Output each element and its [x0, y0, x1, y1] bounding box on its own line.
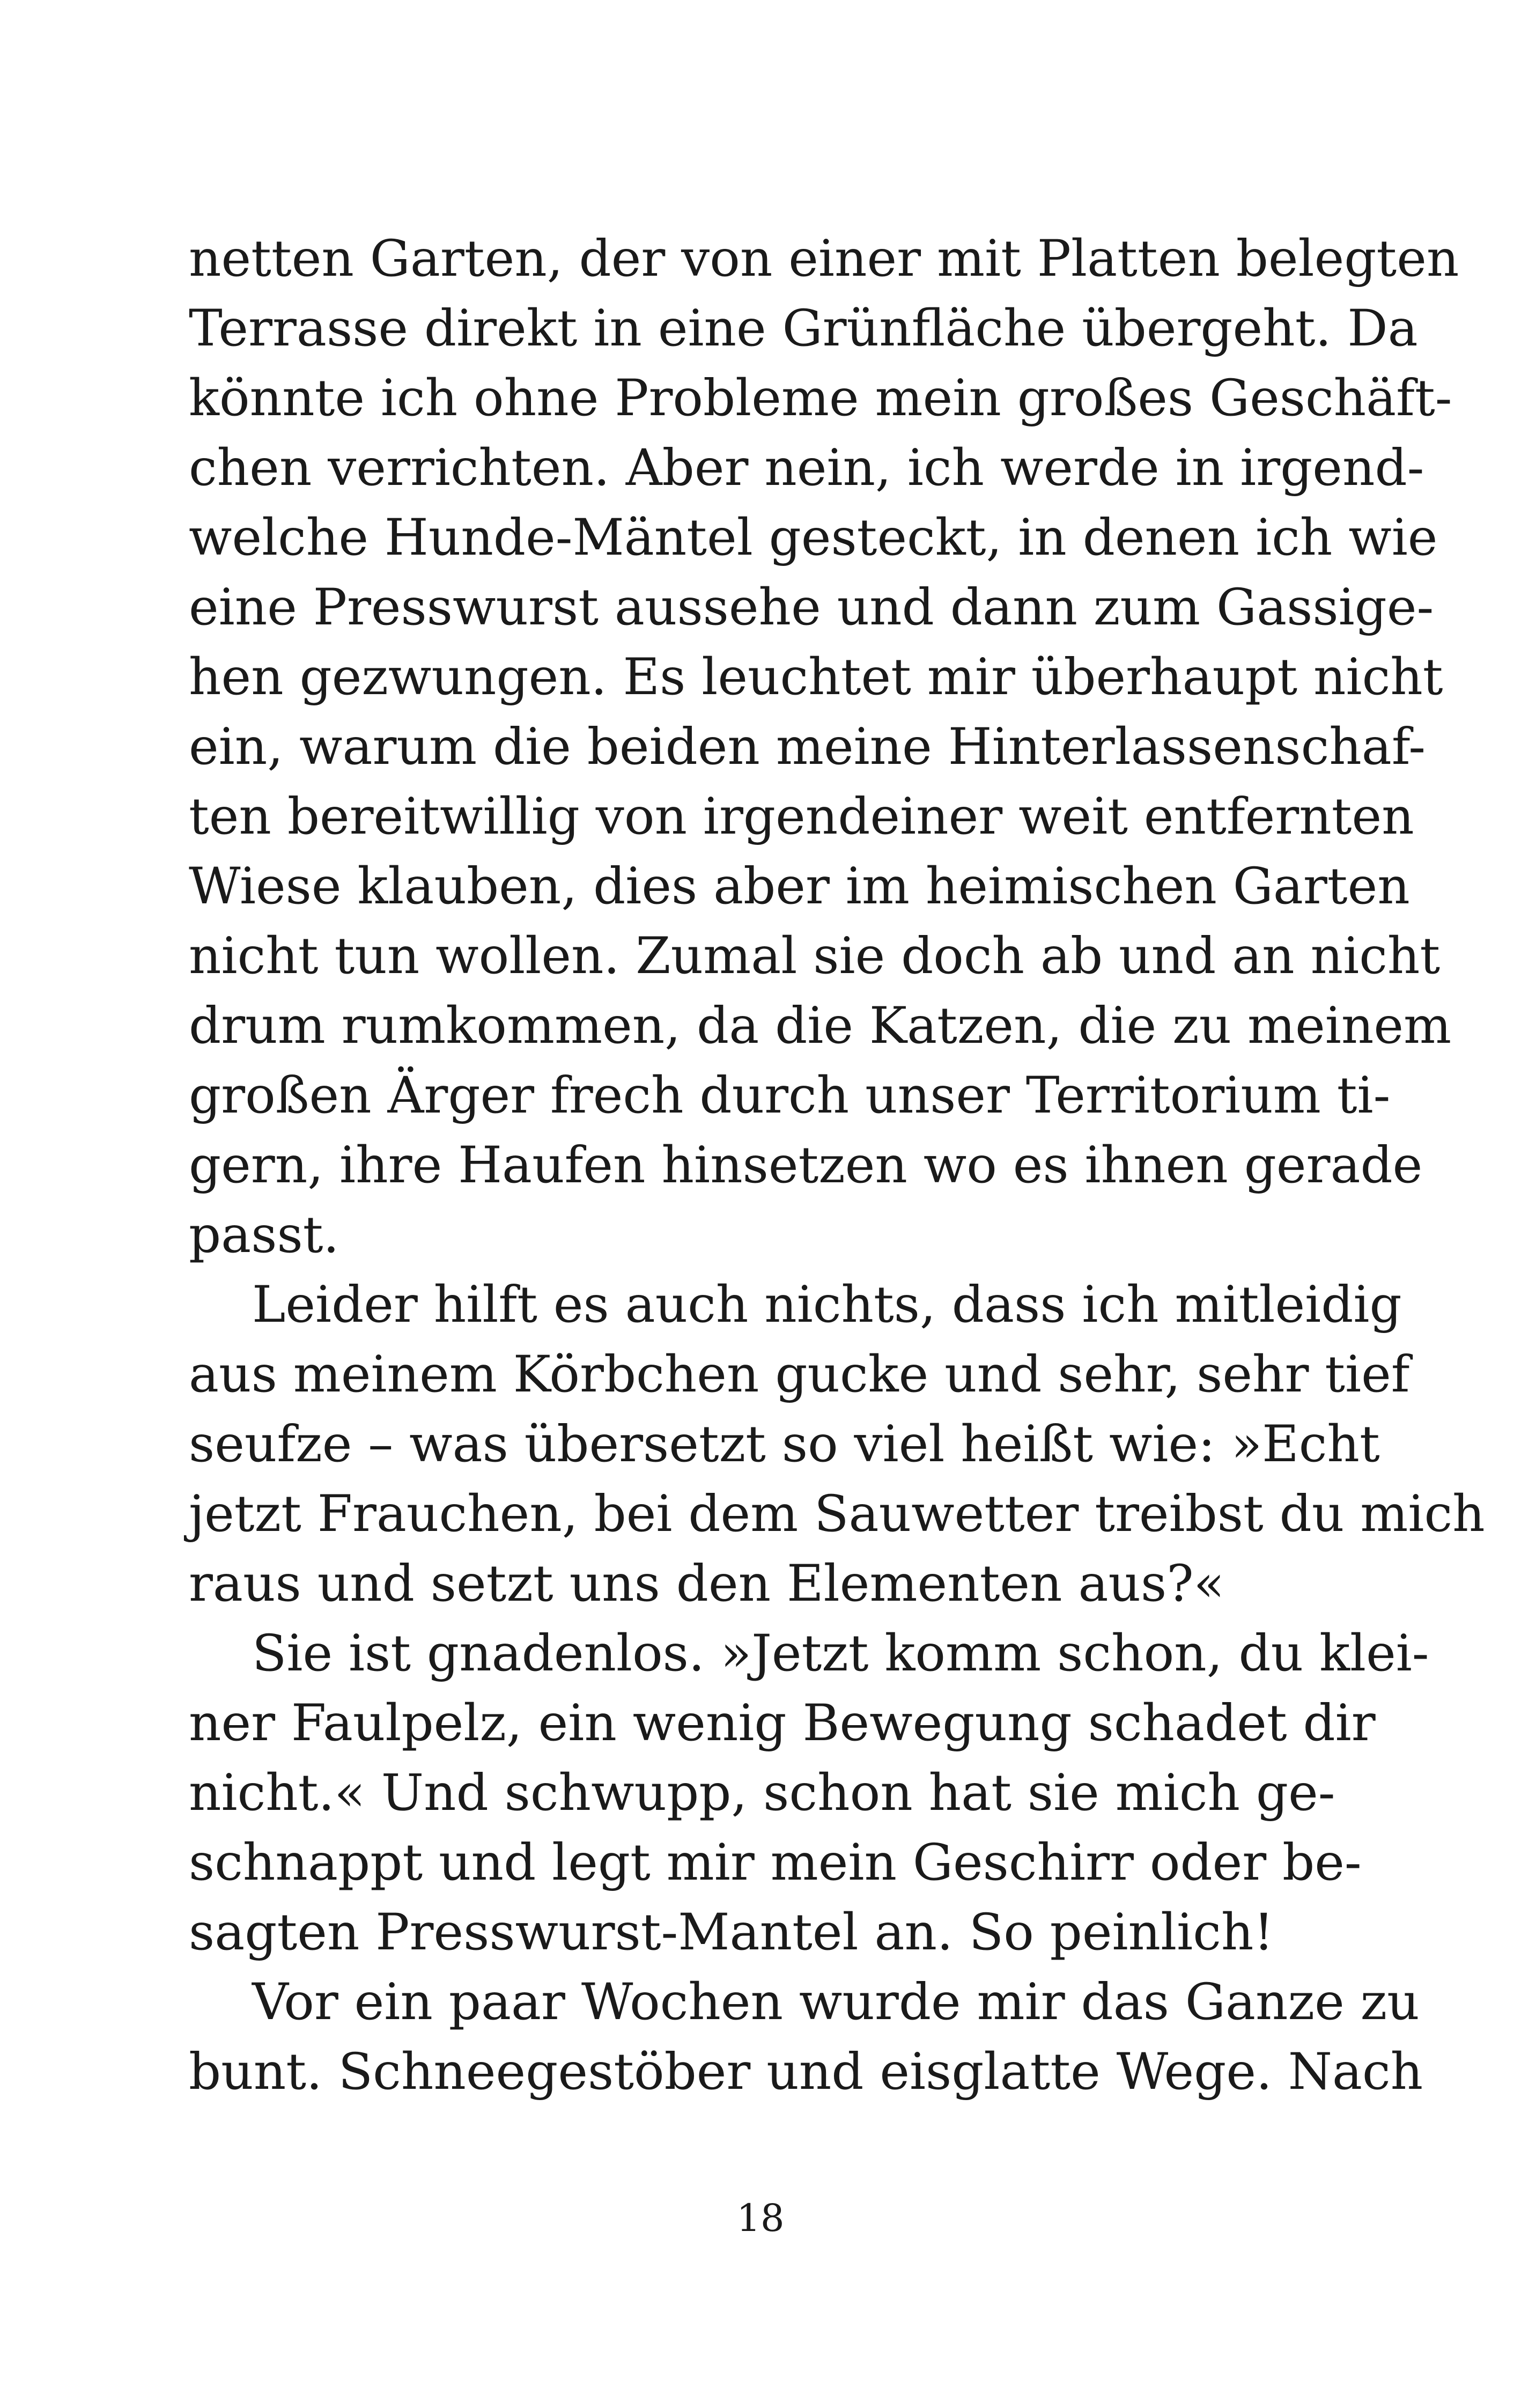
- text-line: jetzt Frauchen, bei dem Sauwetter treibst du mich: [189, 1485, 1485, 1543]
- text-line: großen Ärger frech durch unser Territorium ti-: [189, 1066, 1391, 1125]
- text-line: bunt. Schneegestöber und eisglatte Wege. Nach: [189, 2043, 1423, 2101]
- text-line: welche Hunde-Mäntel gesteckt, in denen ich wie: [189, 509, 1438, 567]
- text-line: ein, warum die beiden meine Hinterlassenschaf-: [189, 718, 1426, 776]
- text-line: hen gezwungen. Es leuchtet mir überhaupt nicht: [189, 648, 1443, 706]
- text-line: chen verrichten. Aber nein, ich werde in irgend-: [189, 439, 1424, 497]
- text-line: könnte ich ohne Probleme mein großes Geschäft-: [189, 369, 1452, 428]
- text-line: sagten Presswurst-Mantel an. So peinlich!: [189, 1903, 1274, 1962]
- body-text: [189, 224, 1485, 2107]
- text-line: Vor ein paar Wochen wurde mir das Ganze zu: [252, 1973, 1420, 2031]
- text-line: Leider hilft es auch nichts, dass ich mitleidig: [252, 1276, 1402, 1334]
- text-line: aus meinem Körbchen gucke und sehr, sehr tief: [189, 1345, 1410, 1404]
- text-line: gern, ihre Haufen hinsetzen wo es ihnen gerade: [189, 1136, 1423, 1195]
- page-number: 18: [736, 2196, 785, 2240]
- text-line: Sie ist gnadenlos. »Jetzt komm schon, du klei-: [252, 1624, 1429, 1683]
- text-line: netten Garten, der von einer mit Platten belegten: [189, 230, 1459, 288]
- text-line: ner Faulpelz, ein wenig Bewegung schadet dir: [189, 1694, 1376, 1752]
- text-line: ten bereitwillig von irgendeiner weit entfernten: [189, 787, 1414, 846]
- text-line: eine Presswurst aussehe und dann zum Gassige-: [189, 578, 1434, 637]
- text-line: nicht tun wollen. Zumal sie doch ab und an nicht: [189, 927, 1441, 985]
- text-line: passt.: [189, 1206, 339, 1264]
- text-line: Wiese klauben, dies aber im heimischen Garten: [189, 857, 1410, 916]
- text-line: seufze – was übersetzt so viel heißt wie: »Echt: [189, 1415, 1380, 1474]
- text-line: nicht.« Und schwupp, schon hat sie mich ge-: [189, 1764, 1335, 1822]
- text-line: schnappt und legt mir mein Geschirr oder be-: [189, 1833, 1362, 1892]
- text-line: Terrasse direkt in eine Grünfläche übergeht. Da: [189, 299, 1418, 358]
- text-line: drum rumkommen, da die Katzen, die zu meinem: [189, 997, 1452, 1055]
- text-line: raus und setzt uns den Elementen aus?«: [189, 1555, 1225, 1613]
